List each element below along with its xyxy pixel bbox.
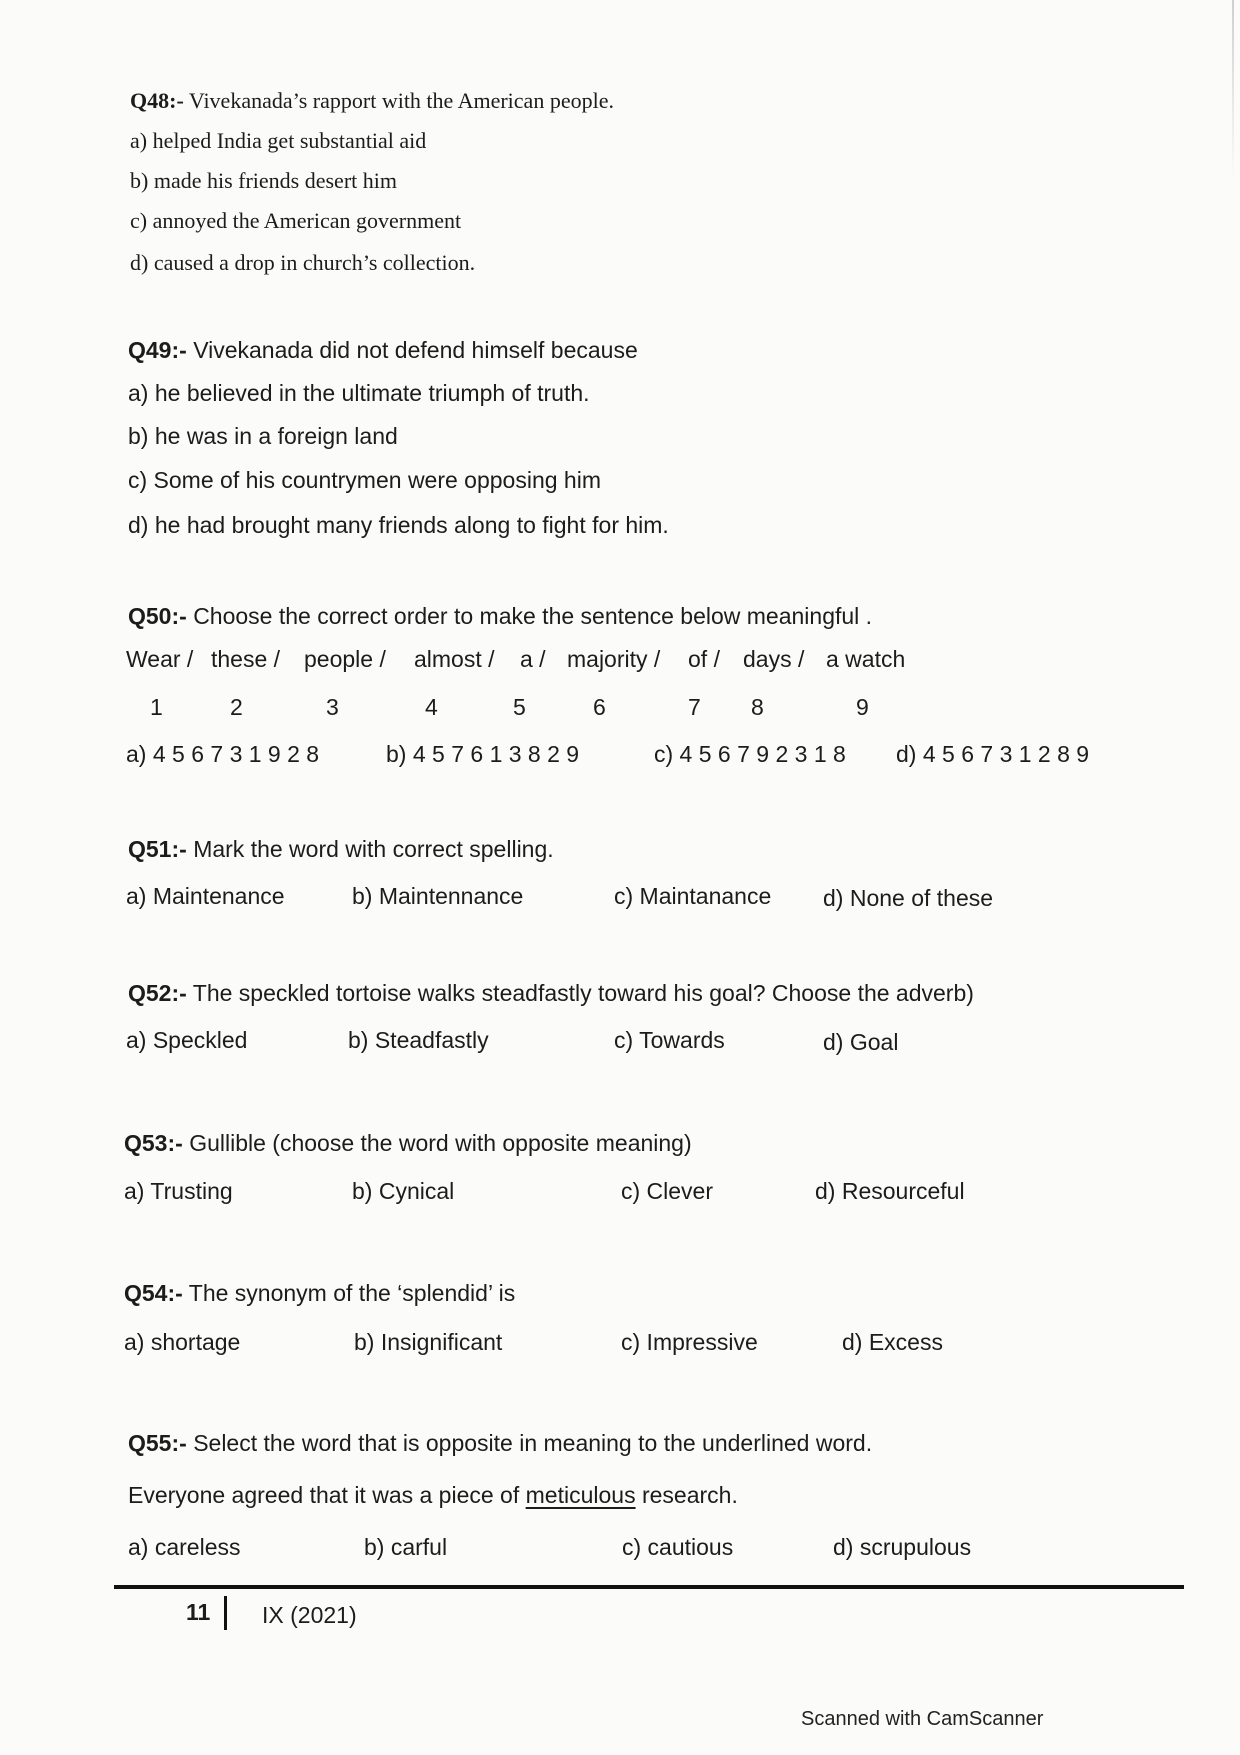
word-number-4: 4	[425, 694, 438, 720]
question-51-option-c[interactable]: c) Maintanance	[614, 883, 772, 909]
question-55-option-c[interactable]: c) cautious	[622, 1534, 734, 1560]
word-number-1: 1	[150, 694, 163, 720]
question-53-text: Gullible (choose the word with opposite meaning)	[189, 1130, 692, 1156]
word-number-7: 7	[688, 694, 701, 720]
scanner-watermark: Scanned with CamScanner	[801, 1708, 1044, 1730]
question-48-text: Vivekanada’s rapport with the American people.	[188, 88, 614, 113]
jumbled-word-4: almost /	[414, 646, 495, 672]
question-48-option-d[interactable]: d) caused a drop in church’s collection.	[130, 250, 476, 275]
question-49-text: Vivekanada did not defend himself because	[193, 337, 638, 363]
question-52-stem	[128, 980, 974, 1007]
question-51-text: Mark the word with correct spelling.	[193, 836, 554, 862]
question-52-option-c[interactable]: c) Towards	[614, 1027, 725, 1053]
footer-divider	[224, 1596, 227, 1630]
question-53-option-c[interactable]: c) Clever	[621, 1178, 714, 1204]
jumbled-word-8: days /	[743, 646, 805, 672]
question-55-option-a[interactable]: a) careless	[128, 1534, 241, 1560]
question-53-option-b[interactable]: b) Cynical	[352, 1178, 455, 1204]
footer-page-number: 11	[186, 1599, 211, 1625]
question-49-option-c[interactable]: c) Some of his countrymen were opposing him	[128, 467, 601, 493]
question-55-text: Select the word that is opposite in meaning to the underlined word.	[193, 1430, 873, 1456]
word-number-2: 2	[230, 694, 243, 720]
question-49-option-a[interactable]: a) he believed in the ultimate triumph of truth.	[128, 380, 590, 406]
question-52-text: The speckled tortoise walks steadfastly toward his goal? Choose the adverb)	[192, 980, 974, 1006]
question-49-stem	[128, 337, 638, 364]
question-55-number: Q55:-	[128, 1430, 187, 1456]
question-49-option-d[interactable]: d) he had brought many friends along to fight for him.	[128, 512, 669, 538]
question-50-option-d[interactable]: d) 4 5 6 7 3 1 2 8 9	[896, 741, 1090, 767]
question-52-number: Q52:-	[128, 980, 187, 1006]
question-52-option-d[interactable]: d) Goal	[823, 1029, 899, 1055]
question-53-option-d[interactable]: d) Resourceful	[815, 1178, 965, 1204]
question-51-stem	[128, 836, 554, 863]
footer-rule	[114, 1585, 1184, 1589]
question-52-option-a[interactable]: a) Speckled	[126, 1027, 248, 1053]
question-48-option-c[interactable]: c) annoyed the American government	[130, 208, 462, 233]
question-50-option-c[interactable]: c) 4 5 6 7 9 2 3 1 8	[654, 741, 846, 767]
question-53-option-a[interactable]: a) Trusting	[124, 1178, 233, 1204]
jumbled-word-9: a watch	[826, 646, 906, 672]
question-54-option-b[interactable]: b) Insignificant	[354, 1329, 503, 1355]
question-49-option-b[interactable]: b) he was in a foreign land	[128, 423, 398, 449]
question-55-option-d[interactable]: d) scrupulous	[833, 1534, 972, 1560]
word-number-6: 6	[593, 694, 606, 720]
question-51-option-b[interactable]: b) Maintennance	[352, 883, 524, 909]
question-54-stem	[124, 1280, 515, 1307]
question-51-option-d[interactable]: d) None of these	[823, 885, 994, 911]
jumbled-word-1: Wear /	[126, 646, 194, 672]
jumbled-word-5: a /	[520, 646, 546, 672]
question-53-stem	[124, 1130, 692, 1157]
scan-edge-shadow	[1232, 0, 1234, 180]
question-49-number: Q49:-	[128, 337, 187, 363]
word-number-8: 8	[751, 694, 764, 720]
question-54-option-d[interactable]: d) Excess	[842, 1329, 943, 1355]
question-54-option-a[interactable]: a) shortage	[124, 1329, 241, 1355]
question-54-option-c[interactable]: c) Impressive	[621, 1329, 758, 1355]
footer-class-year: IX (2021)	[262, 1602, 357, 1628]
question-55-sentence-before: Everyone agreed that it was a piece of	[128, 1482, 520, 1508]
question-50-text: Choose the correct order to make the sentence below meaningful .	[193, 603, 873, 629]
jumbled-word-6: majority /	[567, 646, 661, 672]
question-55-stem	[128, 1430, 872, 1457]
question-48-stem	[130, 88, 614, 114]
jumbled-word-3: people /	[304, 646, 386, 672]
word-number-9: 9	[856, 694, 869, 720]
question-51-number: Q51:-	[128, 836, 187, 862]
question-54-number: Q54:-	[124, 1280, 183, 1306]
question-50-option-a[interactable]: a) 4 5 6 7 3 1 9 2 8	[126, 741, 320, 767]
question-54-text: The synonym of the ‘splendid’ is	[188, 1280, 516, 1306]
question-50-stem	[128, 603, 872, 630]
question-48-option-b[interactable]: b) made his friends desert him	[130, 168, 397, 193]
question-50-number: Q50:-	[128, 603, 187, 629]
question-48-option-a[interactable]: a) helped India get substantial aid	[130, 128, 427, 153]
question-55-sentence	[128, 1482, 738, 1509]
jumbled-word-7: of /	[688, 646, 720, 672]
question-55-option-b[interactable]: b) carful	[364, 1534, 448, 1560]
jumbled-word-2: these /	[211, 646, 281, 672]
word-number-5: 5	[513, 694, 526, 720]
question-51-option-a[interactable]: a) Maintenance	[126, 883, 285, 909]
question-53-number: Q53:-	[124, 1130, 183, 1156]
question-50-option-b[interactable]: b) 4 5 7 6 1 3 8 2 9	[386, 741, 580, 767]
question-48-number: Q48:-	[130, 88, 184, 113]
question-55-sentence-after: research.	[641, 1482, 738, 1508]
question-55-underlined-word: meticulous	[525, 1482, 636, 1508]
question-52-option-b[interactable]: b) Steadfastly	[348, 1027, 489, 1053]
word-number-3: 3	[326, 694, 339, 720]
